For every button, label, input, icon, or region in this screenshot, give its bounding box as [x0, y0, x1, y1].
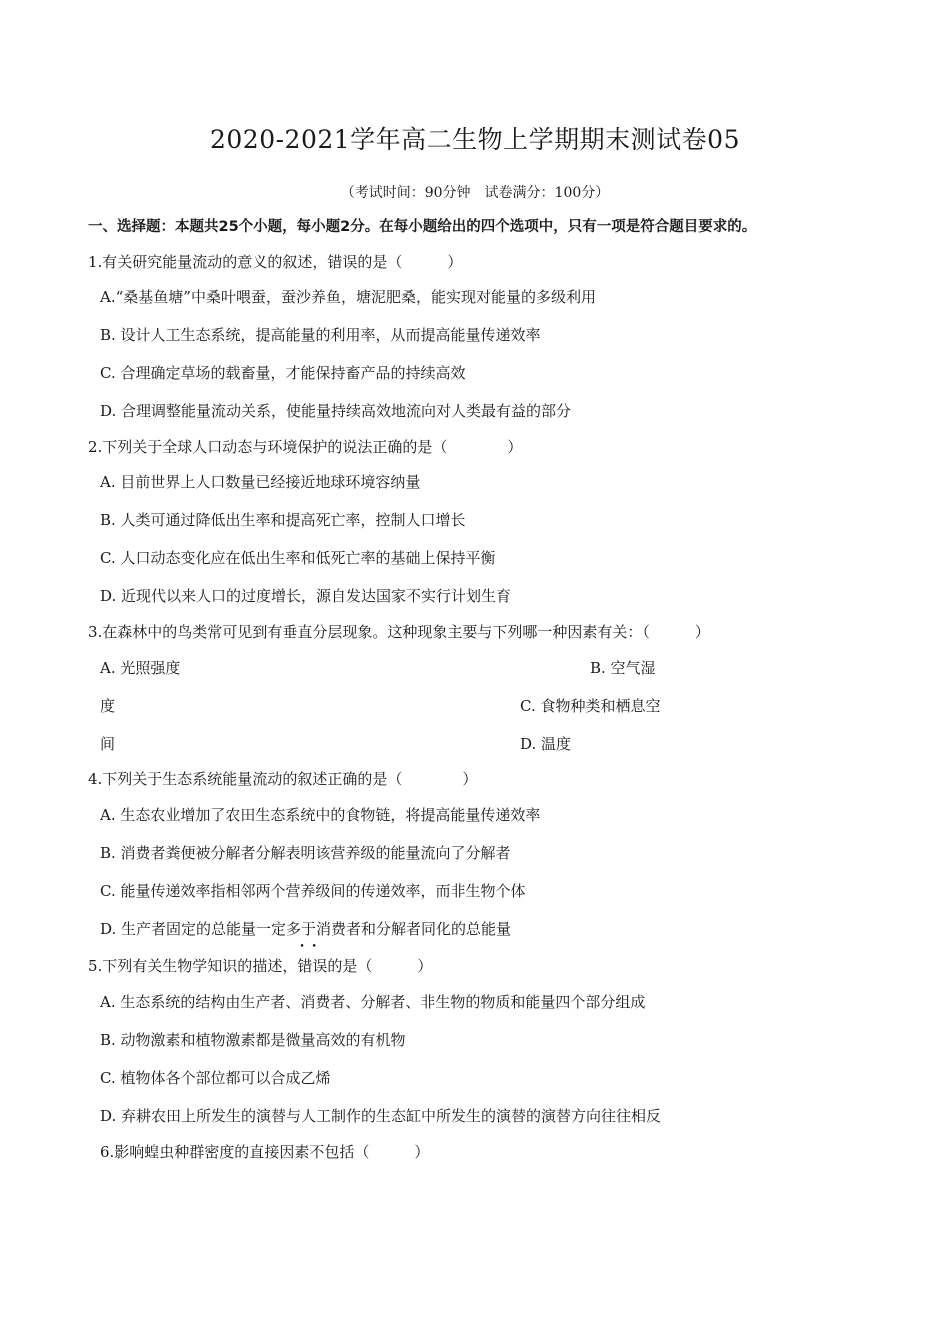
exam-subtitle: （考试时间：90分钟 试卷满分：100分）	[340, 185, 610, 201]
question-1-option-a: A.“桑基鱼塘”中桑叶喂蚕，蚕沙养鱼，塘泥肥桑，能实现对能量的多级利用	[100, 288, 596, 306]
question-3-option-b-wrap: 度	[100, 697, 116, 715]
question-3-option-b: B. 空气湿	[590, 659, 656, 677]
question-6-stem: 6.影响蝗虫种群密度的直接因素不包括（ ）	[100, 1143, 430, 1161]
section-heading: 一、选择题：本题共25个小题，每小题2分。在每小题给出的四个选项中，只有一项是符合题目要求的。	[88, 219, 757, 235]
question-5-option-d: D. 弃耕农田上所发生的演替与人工制作的生态缸中所发生的演替的演替方向往往相反	[100, 1107, 662, 1125]
question-5-emphasis: • • 错误	[297, 954, 327, 978]
question-5-stem-start: 5.下列有关生物学知识的描述，	[88, 957, 298, 975]
question-3-option-d: D. 温度	[520, 735, 572, 753]
question-5-option-a: A. 生态系统的结构由生产者、消费者、分解者、非生物的物质和能量四个部分组成	[100, 993, 646, 1011]
question-3-option-c: C. 食物种类和栖息空	[520, 697, 661, 715]
question-1-option-c: C. 合理确定草场的载畜量，才能保持畜产品的持续高效	[100, 364, 466, 382]
question-3-stem: 3.在森林中的鸟类常可见到有垂直分层现象。这种现象主要与下列哪一种因素有关：（ ）	[88, 623, 710, 641]
question-4-option-d: D. 生产者固定的总能量一定多于消费者和分解者同化的总能量	[100, 920, 512, 938]
question-2-option-c: C. 人口动态变化应在低出生率和低死亡率的基础上保持平衡	[100, 549, 496, 567]
question-5-option-c: C. 植物体各个部位都可以合成乙烯	[100, 1069, 331, 1087]
question-1-stem: 1.有关研究能量流动的意义的叙述，错误的是（ ）	[88, 253, 463, 271]
question-4-option-b: B. 消费者粪便被分解者分解表明该营养级的能量流向了分解者	[100, 844, 511, 862]
question-3-option-c-wrap: 间	[100, 735, 116, 753]
question-4-option-c: C. 能量传递效率指相邻两个营养级间的传递效率，而非生物个体	[100, 882, 526, 900]
question-4-stem: 4.下列关于生态系统能量流动的叙述正确的是（ ）	[88, 770, 478, 788]
question-2-option-d: D. 近现代以来人口的过度增长，源自发达国家不实行计划生育	[100, 587, 512, 605]
question-5-option-b: B. 动物激素和植物激素都是微量高效的有机物	[100, 1031, 406, 1049]
question-2-stem: 2.下列关于全球人口动态与环境保护的说法正确的是（ ）	[88, 438, 523, 456]
question-4-option-a: A. 生态农业增加了农田生态系统中的食物链，将提高能量传递效率	[100, 806, 541, 824]
question-1-option-d: D. 合理调整能量流动关系，使能量持续高效地流向对人类最有益的部分	[100, 402, 572, 420]
exam-title: 2020-2021学年高二生物上学期期末测试卷05	[209, 125, 740, 154]
question-2-option-b: B. 人类可通过降低出生率和提高死亡率，控制人口增长	[100, 511, 466, 529]
question-2-option-a: A. 目前世界上人口数量已经接近地球环境容纳量	[100, 473, 421, 491]
question-1-option-b: B. 设计人工生态系统，提高能量的利用率，从而提高能量传递效率	[100, 326, 541, 344]
question-3-option-a: A. 光照强度	[100, 659, 181, 677]
question-5-stem-end: 的是（ ）	[327, 957, 433, 975]
question-5-stem	[88, 954, 432, 978]
